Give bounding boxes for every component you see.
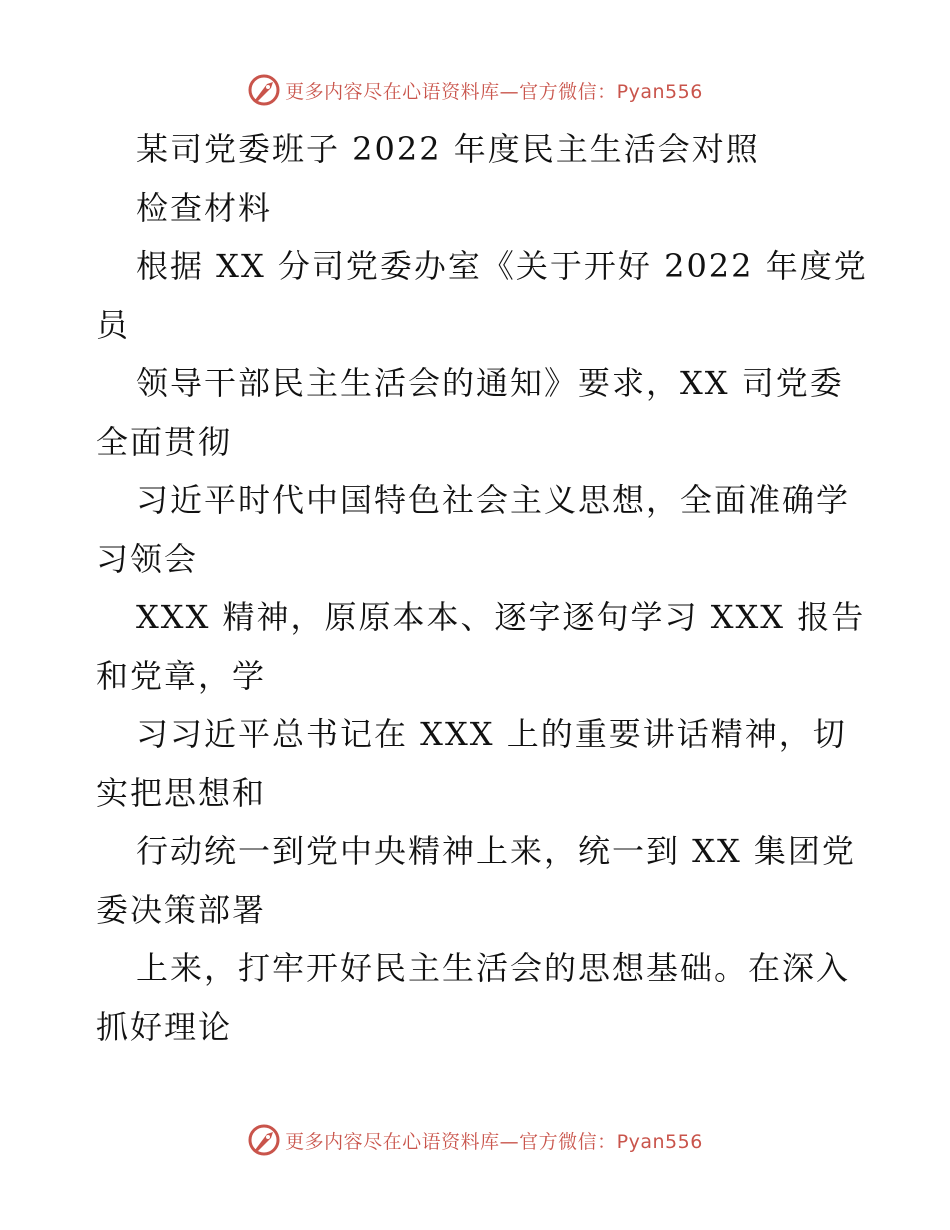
text-line: 抓好理论 xyxy=(96,1007,233,1046)
text-line: 实把思想和 xyxy=(96,773,267,812)
pen-nib-logo-icon xyxy=(247,1123,281,1157)
text-line: 员 xyxy=(96,305,131,344)
text-line: 习习近平总书记在 XXX 上的重要讲话精神，切 xyxy=(136,715,847,753)
text-line: 根据 XX 分司党委办室《关于开好 2022 年度党 xyxy=(136,247,868,285)
text-line: 和党章，学 xyxy=(96,656,267,695)
text-line: 委决策部署 xyxy=(96,890,267,929)
text-line: 行动统一到党中央精神上来，统一到 XX 集团党 xyxy=(136,832,856,870)
pen-nib-logo-icon xyxy=(247,73,281,107)
document-body xyxy=(96,120,868,1056)
text-line: 上来，打牢开好民主生活会的思想基础。在深入 xyxy=(136,949,851,987)
text-line: 习近平时代中国特色社会主义思想，全面准确学 xyxy=(136,481,851,519)
text-line: XXX 精神，原原本本、逐字逐句学习 XXX 报告 xyxy=(136,598,866,636)
text-line: 检查材料 xyxy=(136,188,273,227)
watermark-text: 更多内容尽在心语资料库—官方微信：Pyan556 xyxy=(285,1130,703,1153)
text-line: 全面贯彻 xyxy=(96,422,233,461)
text-line: 领导干部民主生活会的通知》要求，XX 司党委 xyxy=(136,364,844,402)
text-line: 习领会 xyxy=(96,539,199,578)
watermark-text: 更多内容尽在心语资料库—官方微信：Pyan556 xyxy=(285,80,703,103)
watermark-footer xyxy=(0,1120,950,1160)
watermark-header xyxy=(0,70,950,110)
text-line: 某司党委班子 2022 年度民主生活会对照 xyxy=(136,130,760,168)
